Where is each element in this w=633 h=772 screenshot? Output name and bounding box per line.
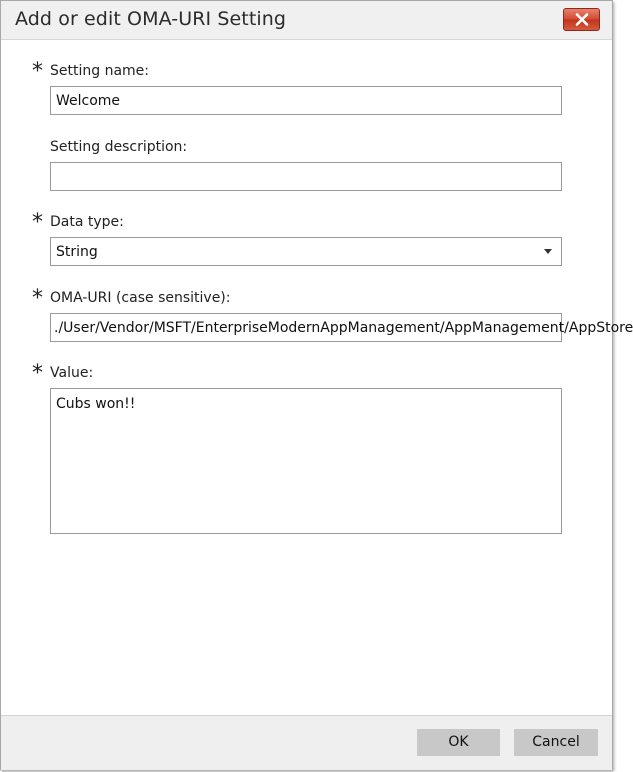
title-bar	[1, 1, 612, 40]
dialog-footer	[1, 715, 612, 770]
ok-button[interactable]: OK	[417, 729, 500, 756]
data-type-label: Data type:	[50, 214, 124, 230]
setting-name-label: Setting name:	[50, 63, 149, 79]
setting-description-input[interactable]	[50, 162, 562, 191]
close-button[interactable]	[563, 8, 600, 31]
data-type-selected-value: String	[56, 244, 98, 260]
cancel-button[interactable]: Cancel	[514, 729, 598, 756]
setting-name-input[interactable]: Welcome	[50, 86, 562, 115]
required-marker: *	[32, 361, 43, 386]
dialog-title: Add or edit OMA-URI Setting	[15, 8, 287, 30]
value-textarea[interactable]: Cubs won!!	[50, 388, 562, 534]
value-label: Value:	[50, 365, 94, 381]
chevron-down-icon	[544, 249, 552, 254]
required-marker: *	[32, 59, 43, 84]
oma-uri-input[interactable]: ./User/Vendor/MSFT/EnterpriseModernAppManagement/AppManagement/AppStore	[50, 313, 562, 342]
required-marker: *	[32, 286, 43, 311]
data-type-select[interactable]	[50, 237, 562, 266]
setting-description-label: Setting description:	[50, 139, 188, 155]
required-marker: *	[32, 210, 43, 235]
close-x-icon	[575, 13, 589, 26]
oma-uri-label: OMA-URI (case sensitive):	[50, 290, 231, 306]
